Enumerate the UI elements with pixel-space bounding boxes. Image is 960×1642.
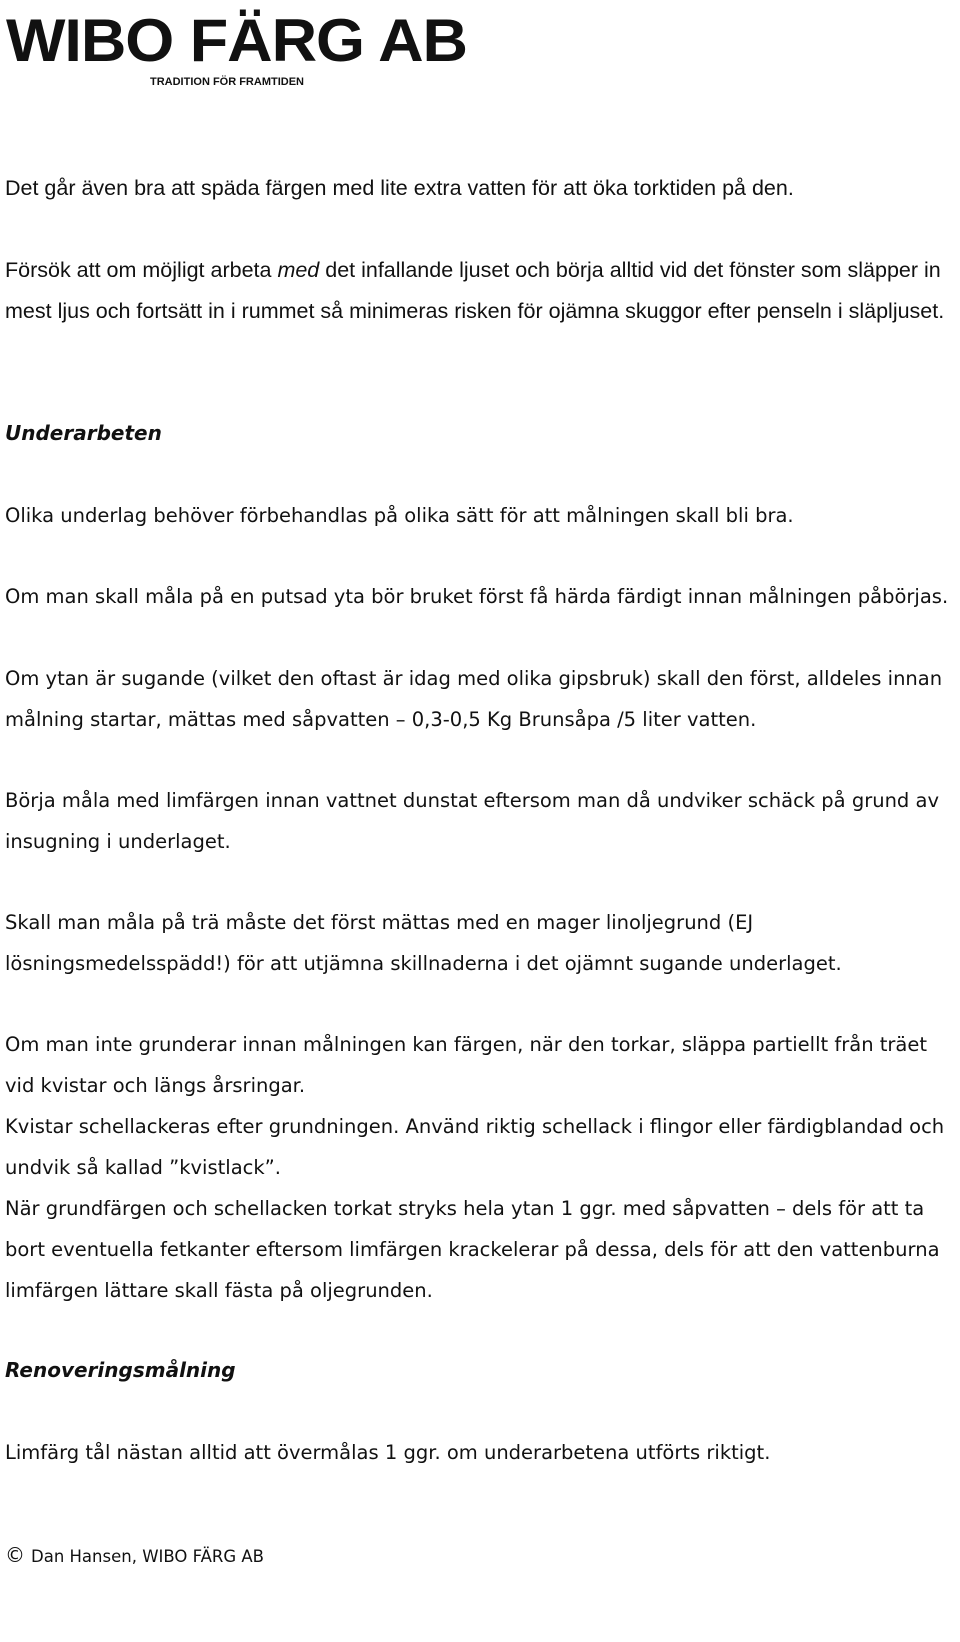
underarbeten-paragraph-3: Om ytan är sugande (vilket den oftast är idag med olika gipsbruk) skall den först, alldeles innan målning startar, mättas med såpvatten – 0,3-0,5 Kg Brunsåpa /5 liter vatten.: [5, 667, 943, 731]
intro-emphasis: med: [277, 258, 320, 282]
underarbeten-paragraph-1: Olika underlag behöver förbehandlas på olika sätt för att målningen skall bli bra.: [5, 504, 794, 527]
underarbeten-paragraph-2: Om man skall måla på en putsad yta bör bruket först få härda färdigt innan målningen påbörjas.: [5, 585, 949, 608]
intro-paragraph-1: Det går även bra att späda färgen med lite extra vatten för att öka torktiden på den.: [5, 176, 794, 200]
copyright-icon: ©: [5, 1543, 25, 1567]
underarbeten-paragraph-6: Om man inte grunderar innan målningen kan färgen, när den torkar, släppa partiellt från träet vid kvistar och längs årsringar.: [5, 1033, 928, 1097]
footer-author: Dan Hansen, WIBO FÄRG AB: [31, 1547, 264, 1566]
brand-logo: [6, 7, 468, 74]
renovering-paragraph-1: Limfärg tål nästan alltid att övermålas 1 ggr. om underarbetena utförts riktigt.: [5, 1441, 771, 1464]
brand-tagline: TRADITION FÖR FRAMTIDEN: [150, 76, 304, 88]
intro-paragraph-2: [5, 250, 950, 332]
brand-name: WIBO FÄRG AB: [6, 7, 468, 74]
section-heading-underarbeten: Underarbeten: [5, 421, 162, 445]
underarbeten-paragraph-8: När grundfärgen och schellacken torkat stryks hela ytan 1 ggr. med såpvatten – dels för att ta bort eventuella fetkanter eftersom limfärgen krackelerar på dessa, dels för att den vattenburna limfärgen lättare skall fästa på oljegrunden.: [5, 1197, 940, 1302]
intro-paragraph-2-end: det infallande ljuset och börja alltid vid det fönster som släpper in mest ljus och fortsätt in i rummet så minimeras risken för ojämna skuggor efter penseln i släpljuset.: [5, 258, 945, 323]
underarbeten-paragraph-7: Kvistar schellackeras efter grundningen. Använd riktig schellack i flingor eller färdigblandad och undvik så kallad ”kvistlack”.: [5, 1115, 945, 1179]
underarbeten-paragraph-4: Börja måla med limfärgen innan vattnet dunstat eftersom man då undviker schäck på grund av insugning i underlaget.: [5, 789, 940, 853]
underarbeten-paragraph-5: Skall man måla på trä måste det först mättas med en mager linoljegrund (EJ lösningsmedelsspädd!) för att utjämna skillnaderna i det ojämnt sugande underlaget.: [5, 911, 842, 975]
footer-copyright: [5, 1540, 264, 1572]
intro-paragraph-2-start: Försök att om möjligt arbeta: [5, 258, 278, 282]
section-heading-renoveringsmalning: Renoveringsmålning: [5, 1358, 236, 1382]
